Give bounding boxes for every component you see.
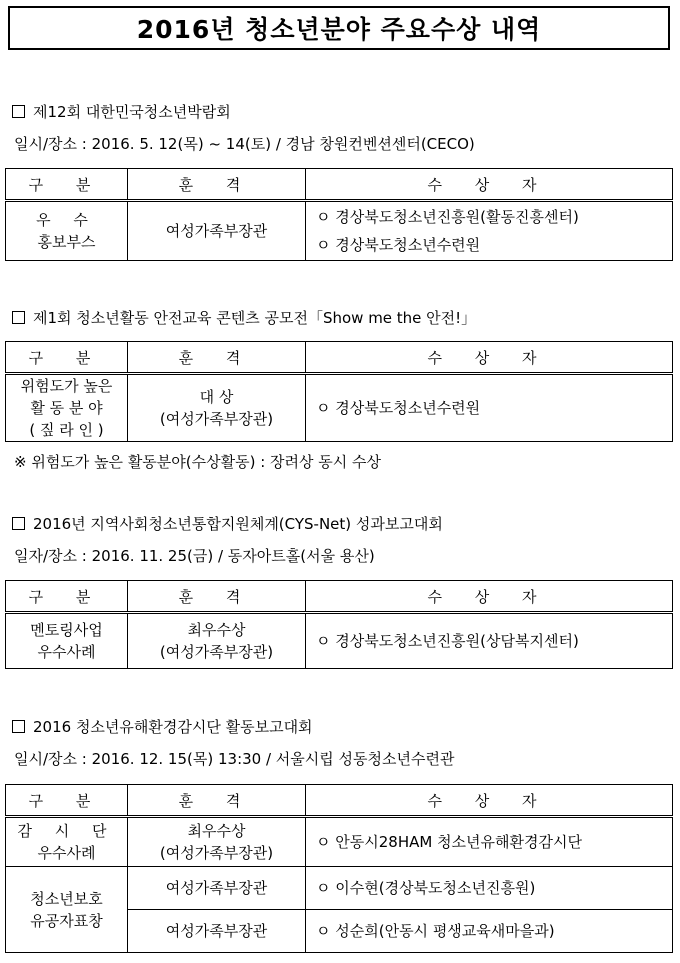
section-title	[12, 307, 476, 328]
category-line: 유공자표창	[30, 911, 103, 930]
section-info: 일시/장소 : 2016. 12. 15(목) 13:30 / 서울시립 성동청소년수련관	[14, 750, 455, 768]
winner-cell	[306, 817, 673, 867]
category-line: 우 수	[36, 211, 97, 229]
category-cell	[6, 613, 128, 669]
table-row	[6, 817, 673, 867]
award-cell	[128, 201, 306, 261]
award-line: 최우수상	[187, 822, 246, 840]
winner-line: ㅇ 안동시28HAM 청소년유해환경감시단	[316, 833, 582, 851]
section-title-text: 제1회 청소년활동 안전교육 콘텐츠 공모전「Show me the 안전!」	[33, 309, 477, 327]
header-award: 훈 격	[128, 342, 306, 374]
category-cell	[6, 817, 128, 867]
category-line: ( 짚 라 인 )	[29, 421, 104, 439]
award-line: 최우수상	[187, 621, 246, 639]
section-info: 일자/장소 : 2016. 11. 25(금) / 동자아트홀(서울 용산)	[14, 547, 375, 565]
award-table	[5, 168, 673, 261]
award-cell	[128, 867, 306, 910]
checkbox-square-icon	[12, 720, 25, 733]
section-title	[12, 101, 231, 122]
award-line: 여성가족부장관	[165, 879, 268, 897]
header-category: 구 분	[6, 169, 128, 201]
header-winner: 수 상 자	[306, 581, 673, 613]
header-category: 구 분	[6, 342, 128, 374]
winner-line: ㅇ 이수현(경상북도청소년진흥원)	[316, 879, 536, 897]
award-cell	[128, 374, 306, 442]
header-winner: 수 상 자	[306, 785, 673, 817]
section-title	[12, 716, 313, 737]
category-line: 청소년보호	[30, 889, 103, 908]
section-title-text: 제12회 대한민국청소년박람회	[33, 103, 231, 121]
header-award: 훈 격	[128, 581, 306, 613]
winner-line: ㅇ 경상북도청소년수련원	[316, 236, 481, 254]
header-winner: 수 상 자	[306, 342, 673, 374]
header-category: 구 분	[6, 581, 128, 613]
table-row	[6, 613, 673, 669]
header-category: 구 분	[6, 785, 128, 817]
award-line: 대 상	[199, 388, 234, 406]
award-cell	[128, 910, 306, 953]
category-line: 활 동 분 야	[30, 399, 103, 417]
category-cell	[6, 374, 128, 442]
award-line: (여성가족부장관)	[159, 643, 274, 661]
winner-cell	[306, 201, 673, 261]
note: ※ 위험도가 높은 활동분야(수상활동) : 장려상 동시 수상	[14, 453, 381, 471]
page-title: 2016년 청소년분야 주요수상 내역	[8, 6, 670, 50]
award-line: (여성가족부장관)	[159, 844, 274, 862]
category-line: 위험도가 높은	[20, 377, 113, 395]
category-cell	[6, 867, 128, 953]
award-line: 여성가족부장관	[165, 922, 268, 940]
winner-line: ㅇ 경상북도청소년진흥원(상담복지센터)	[316, 632, 579, 650]
winner-line: ㅇ 경상북도청소년진흥원(활동진흥센터)	[316, 208, 579, 226]
winner-line: ㅇ 성순희(안동시 평생교육새마을과)	[316, 922, 555, 940]
section-title-text: 2016 청소년유해환경감시단 활동보고대회	[33, 718, 313, 736]
winner-cell	[306, 613, 673, 669]
category-line: 홍보부스	[37, 233, 96, 251]
category-line: 우수사례	[37, 844, 96, 862]
winner-cell	[306, 910, 673, 953]
section-title-text: 2016년 지역사회청소년통합지원체계(CYS-Net) 성과보고대회	[33, 515, 443, 533]
header-winner: 수 상 자	[306, 169, 673, 201]
checkbox-square-icon	[12, 311, 25, 324]
award-table	[5, 784, 673, 953]
winner-cell	[306, 374, 673, 442]
category-cell	[6, 201, 128, 261]
category-line: 멘토링사업	[30, 621, 103, 639]
header-award: 훈 격	[128, 785, 306, 817]
award-table	[5, 580, 673, 669]
checkbox-square-icon	[12, 517, 25, 530]
header-award: 훈 격	[128, 169, 306, 201]
award-line: 여성가족부장관	[165, 222, 268, 240]
award-table	[5, 341, 673, 442]
award-line: (여성가족부장관)	[159, 410, 274, 428]
award-cell	[128, 613, 306, 669]
award-cell	[128, 817, 306, 867]
table-row	[6, 374, 673, 442]
table-row	[6, 867, 673, 910]
category-line: 감 시 단	[17, 822, 116, 840]
checkbox-square-icon	[12, 105, 25, 118]
category-line: 우수사례	[37, 643, 96, 661]
table-row	[6, 201, 673, 261]
section-info: 일시/장소 : 2016. 5. 12(목) ~ 14(토) / 경남 창원컨벤션센터(CECO)	[14, 135, 475, 153]
section-title	[12, 513, 443, 534]
winner-cell	[306, 867, 673, 910]
winner-line: ㅇ 경상북도청소년수련원	[316, 399, 481, 417]
